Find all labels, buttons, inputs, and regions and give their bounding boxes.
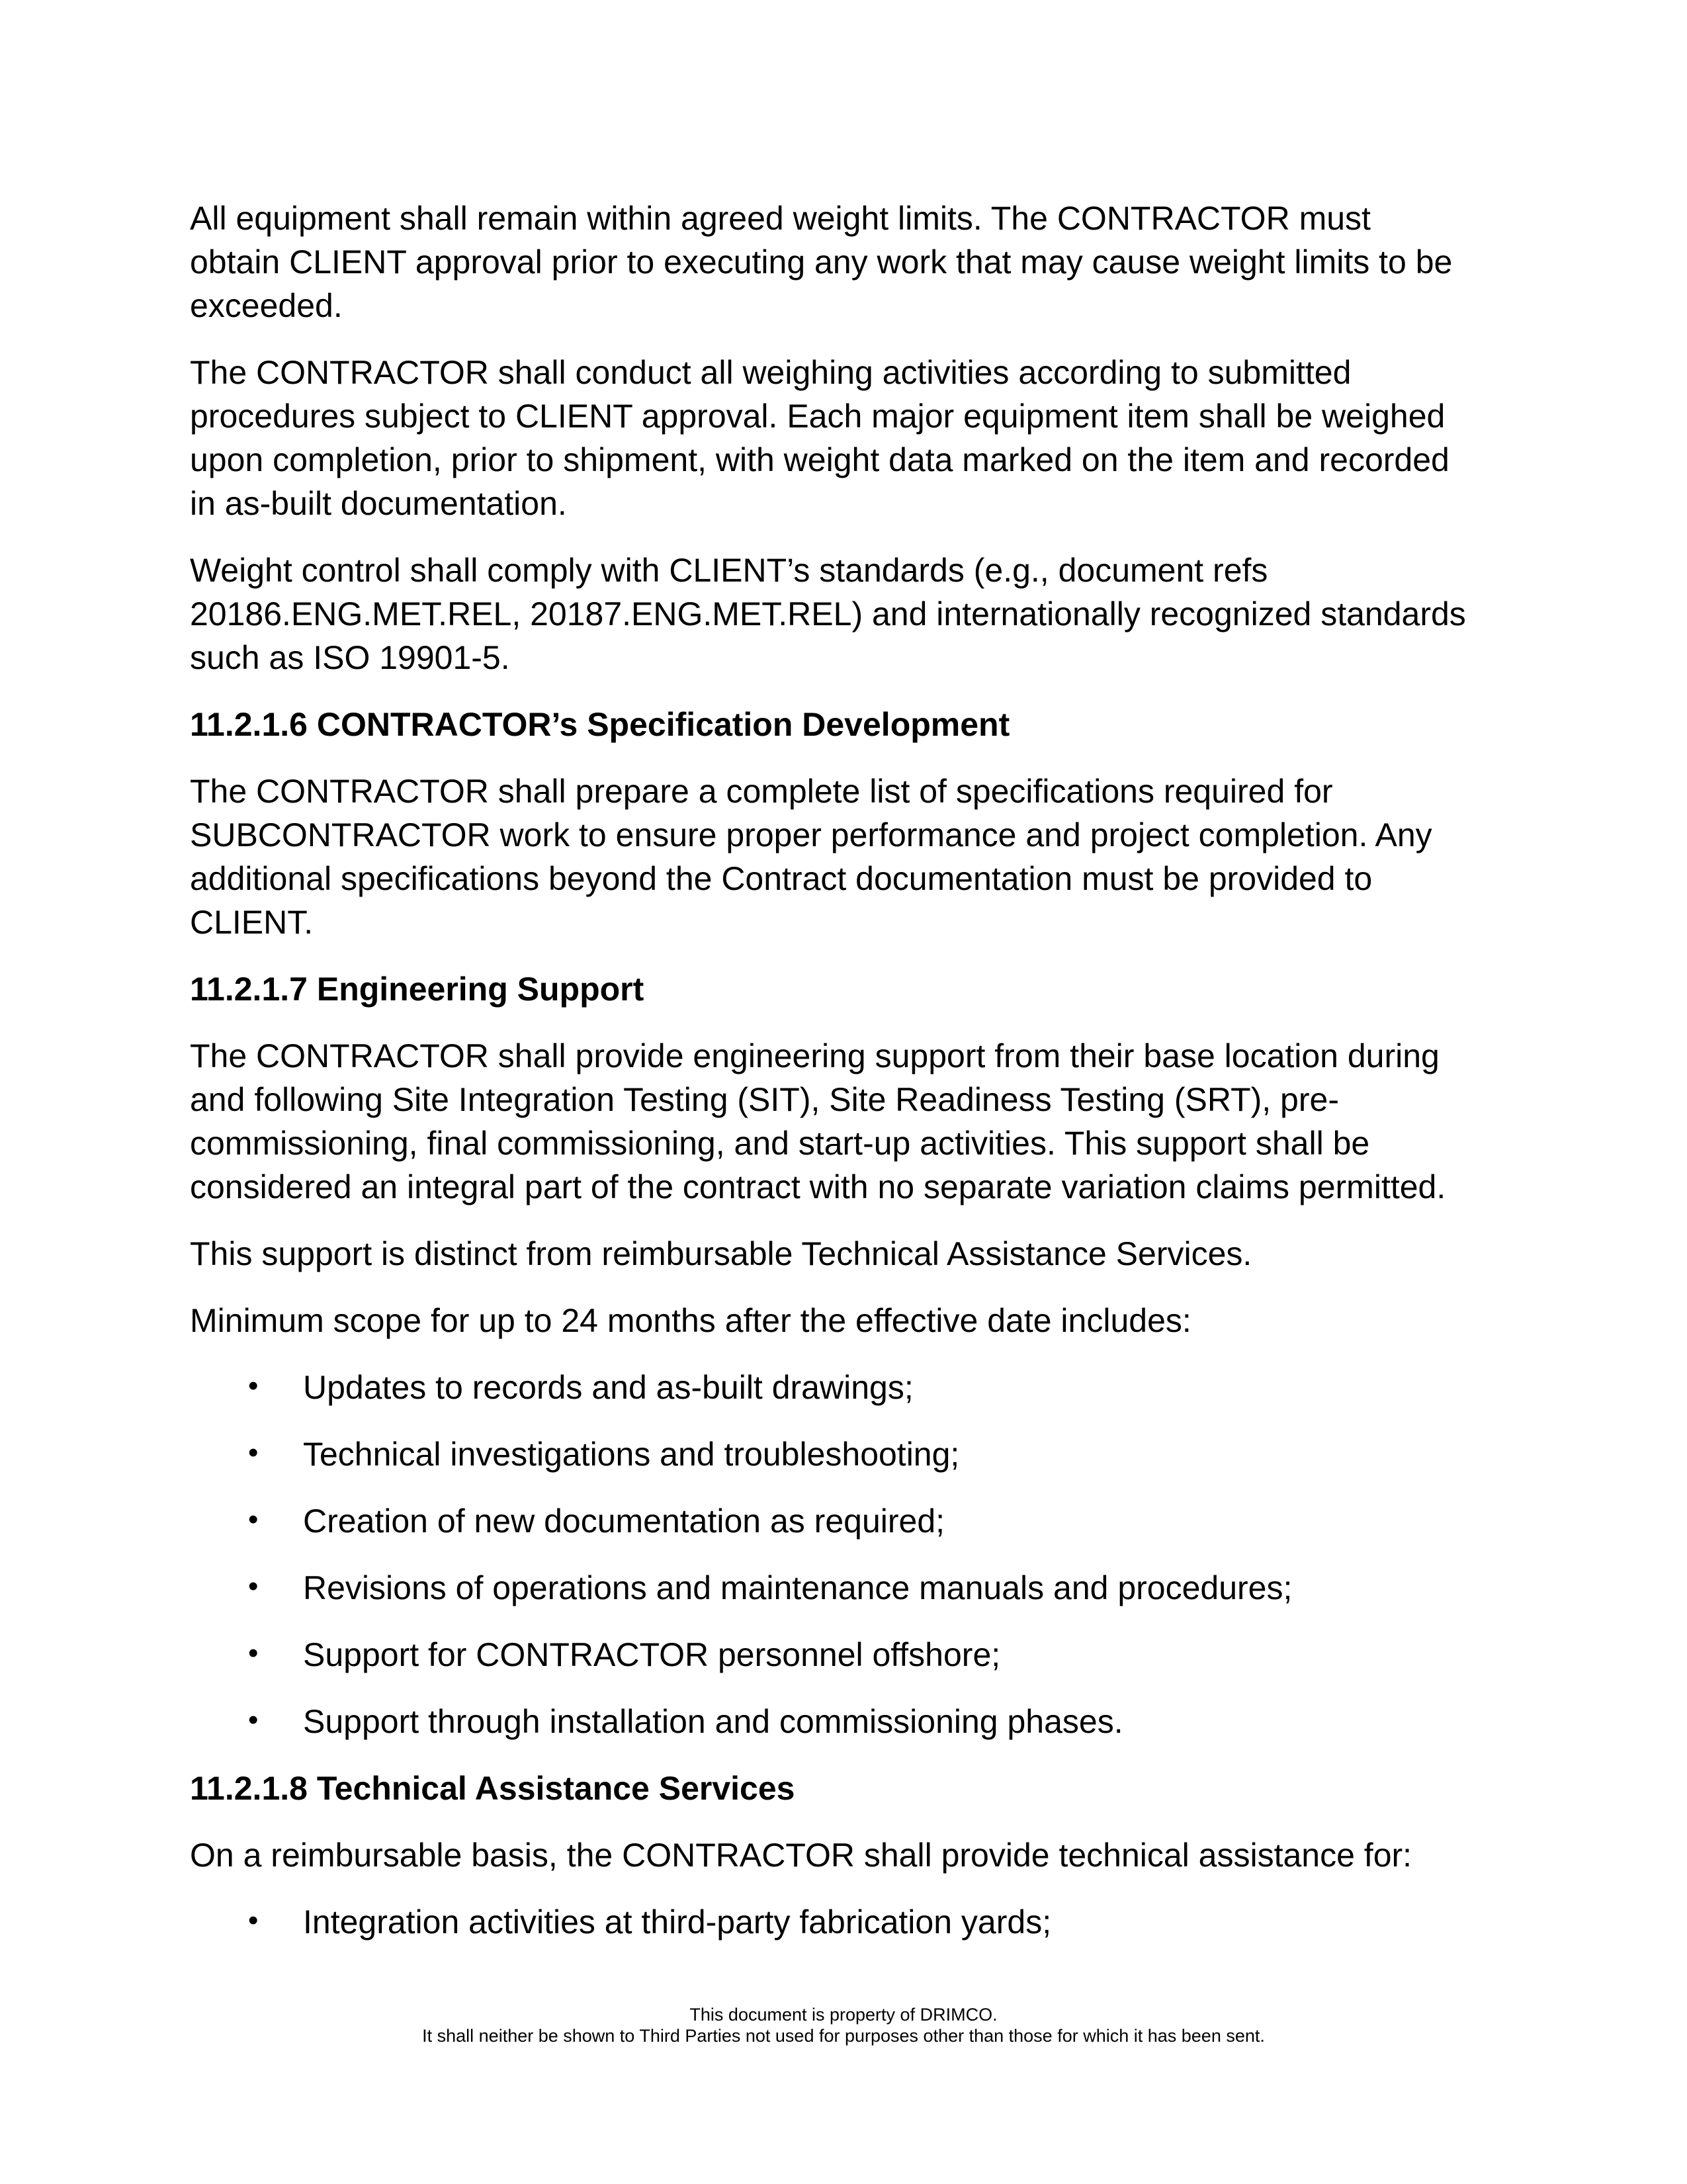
- paragraph-reimbursable-basis: On a reimbursable basis, the CONTRACTOR shall provide technical assistance for:: [190, 1837, 1412, 1874]
- footer-property-notice: This document is property of DRIMCO.: [689, 2005, 998, 2025]
- technical-assistance-bullet-list: [190, 1900, 1467, 1944]
- footer-confidentiality-notice: It shall neither be shown to Third Parties not used for purposes other than those for which it has been sent.: [422, 2026, 1265, 2046]
- bullet-support-installation: [190, 1700, 1467, 1743]
- heading-11-2-1-7-engineering-support: 11.2.1.7 Engineering Support: [190, 971, 644, 1008]
- bullet-revisions-manuals: [190, 1566, 1467, 1610]
- bullet-creation-documentation: [190, 1499, 1467, 1543]
- document-body: [190, 197, 1467, 1967]
- heading-11-2-1-6-specification-development: 11.2.1.6 CONTRACTOR’s Specification Development: [190, 706, 1010, 743]
- paragraph-support-distinct: This support is distinct from reimbursable Technical Assistance Services.: [190, 1235, 1252, 1272]
- bullet-text: Revisions of operations and maintenance manuals and procedures;: [303, 1569, 1293, 1606]
- bullet-text: Support through installation and commissioning phases.: [303, 1703, 1123, 1740]
- bullet-integration-activities: [190, 1900, 1467, 1944]
- heading-11-2-1-8-technical-assistance: 11.2.1.8 Technical Assistance Services: [190, 1770, 795, 1807]
- bullet-technical-investigations: [190, 1432, 1467, 1476]
- bullet-dot-icon: •: [248, 1904, 259, 1937]
- page-footer: [0, 2004, 1687, 2046]
- paragraph-weighing-activities: The CONTRACTOR shall conduct all weighing activities according to submitted procedures subject to CLIENT approval. Each major equipment item shall be weighed upon completion, prior to shipment, with weight data marked on the item and recorded in as-built documentation.: [190, 354, 1449, 522]
- engineering-support-bullet-list: [190, 1366, 1467, 1743]
- paragraph-engineering-support: The CONTRACTOR shall provide engineering support from their base location during and following Site Integration Testing (SIT), Site Readiness Testing (SRT), pre-commissioning, final commissioning, and start-up activities. This support shall be considered an integral part of the contract with no separate variation claims permitted.: [190, 1037, 1446, 1205]
- bullet-text: Technical investigations and troubleshooting;: [303, 1436, 960, 1473]
- bullet-support-offshore: [190, 1633, 1467, 1677]
- paragraph-specification-development: The CONTRACTOR shall prepare a complete list of specifications required for SUBCONTRACTOR work to ensure proper performance and project completion. Any additional specifications beyond the Contract documentation must be provided to CLIENT.: [190, 773, 1432, 941]
- bullet-text: Integration activities at third-party fabrication yards;: [303, 1903, 1052, 1941]
- bullet-dot-icon: •: [248, 1370, 259, 1402]
- bullet-dot-icon: •: [248, 1637, 259, 1669]
- bullet-text: Support for CONTRACTOR personnel offshore;: [303, 1636, 1001, 1673]
- bullet-text: Creation of new documentation as required;: [303, 1503, 945, 1540]
- paragraph-weight-limits: All equipment shall remain within agreed weight limits. The CONTRACTOR must obtain CLIENT approval prior to executing any work that may cause weight limits to be exceeded.: [190, 200, 1453, 324]
- bullet-text: Updates to records and as-built drawings;: [303, 1369, 914, 1406]
- bullet-updates-records: [190, 1366, 1467, 1409]
- bullet-dot-icon: •: [248, 1570, 259, 1602]
- paragraph-weight-control-standards: Weight control shall comply with CLIENT’s standards (e.g., document refs 20186.ENG.MET.REL, 20187.ENG.MET.REL) and internationally recognized standards such as ISO 19901-5.: [190, 552, 1466, 676]
- bullet-dot-icon: •: [248, 1503, 259, 1536]
- bullet-dot-icon: •: [248, 1704, 259, 1736]
- bullet-dot-icon: •: [248, 1436, 259, 1469]
- paragraph-minimum-scope: Minimum scope for up to 24 months after the effective date includes:: [190, 1302, 1191, 1339]
